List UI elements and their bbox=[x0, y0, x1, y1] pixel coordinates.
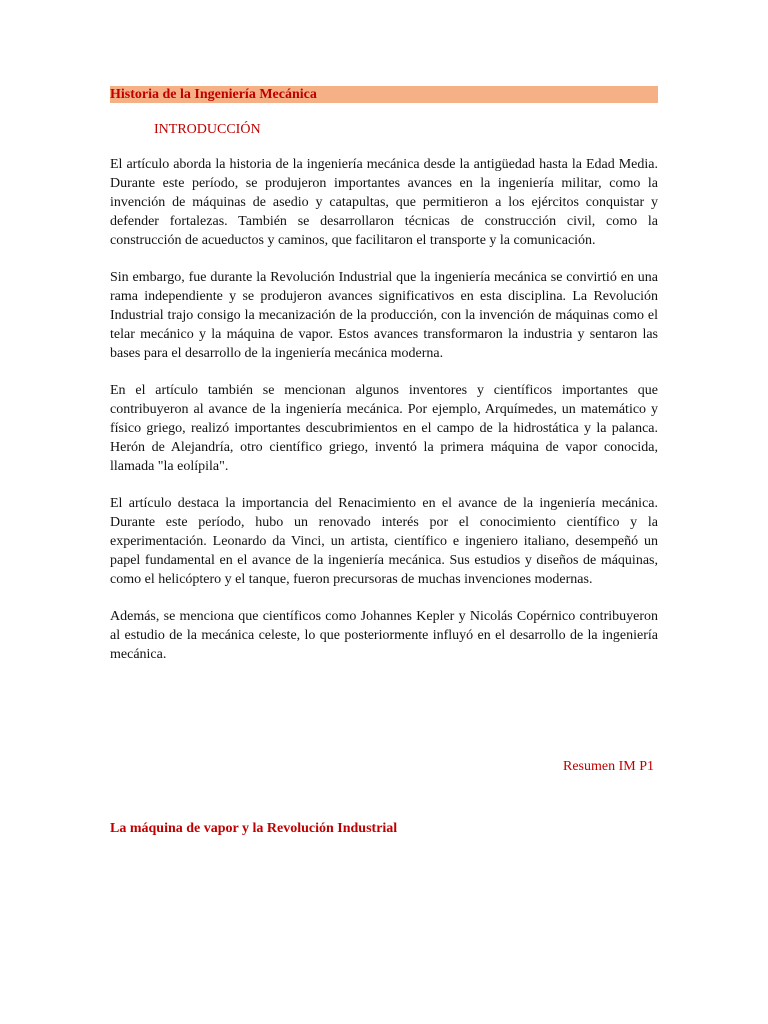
paragraph-5: Además, se menciona que científicos como Johannes Kepler y Nicolás Copérnico contribuyeron al estudio de la mecánica celeste, lo que posteriormente influyó en el desarrollo de la ingeniería mecánica. bbox=[110, 609, 658, 662]
document-page bbox=[110, 86, 658, 838]
paragraph-2: Sin embargo, fue durante la Revolución Industrial que la ingeniería mecánica se convirtió en una rama independiente y se produjeron avances significativos en esta disciplina. La Revolución Industrial trajo consigo la mecanización de la producción, con la invención de máquinas como el telar mecánico y la máquina de vapor. Estos avances transformaron la industria y sentaron las bases para el desarrollo de la ingeniería mecánica moderna. bbox=[110, 270, 658, 361]
section-heading-introduccion: INTRODUCCIÓN bbox=[154, 122, 261, 137]
paragraph-1: El artículo aborda la historia de la ingeniería mecánica desde la antigüedad hasta la Edad Media. Durante este período, se produjeron importantes avances en la ingeniería militar, como la invención de máquinas de asedio y catapultas, que permitieron a los ejércitos conquistar y defender fortalezas. También se desarrollaron técnicas de construcción civil, como la construcción de acueductos y caminos, que facilitaron el transporte y la comunicación. bbox=[110, 157, 658, 248]
summary-note: Resumen IM P1 bbox=[563, 759, 654, 774]
paragraph-3: En el artículo también se mencionan algunos inventores y científicos importantes que contribuyeron al avance de la ingeniería mecánica. Por ejemplo, Arquímedes, un matemático y físico griego, realizó importantes descubrimientos en el campo de la hidrostática y la palanca. Herón de Alejandría, otro científico griego, inventó la primera máquina de vapor conocida, llamada "la eolípila". bbox=[110, 383, 658, 474]
paragraph-4: El artículo destaca la importancia del Renacimiento en el avance de la ingeniería mecánica. Durante este período, hubo un renovado interés por el conocimiento científico y la experimentación. Leonardo da Vinci, un artista, científico e ingeniero italiano, desempeñó un papel fundamental en el avance de la ingeniería mecánica. Sus estudios y diseños de máquinas, como el helicóptero y el tanque, fueron precursoras de muchas invenciones modernas. bbox=[110, 496, 658, 587]
document-title: Historia de la Ingeniería Mecánica bbox=[110, 86, 658, 103]
next-section-heading: La máquina de vapor y la Revolución Industrial bbox=[110, 821, 398, 836]
